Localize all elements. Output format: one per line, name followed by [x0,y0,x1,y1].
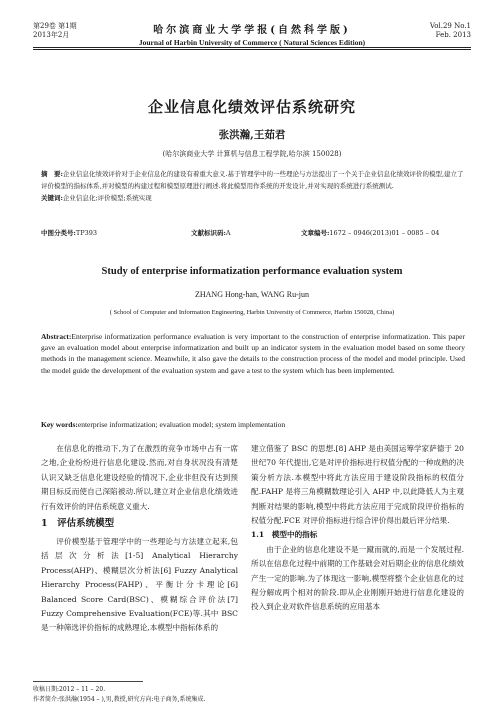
abstract-en-text: Enterprise informatization performance evaluation is very important to the construction of enterprise informatization. This paper gave an evaluation model about enterprise informatization and built up an indicator system in the evaluation model based on some theory methods in the management science. Meanwhile, it also gave the details to the construction process of the model and model principle. Used the model guide the development of the evaluation system and gave a test to the system which has been implemented. [41,332,465,375]
doc-code-value: A [225,229,231,237]
footnote-rule [33,681,143,682]
abstract-cn [41,168,465,204]
article-no-label: 文章编号: [301,229,330,237]
subsection-1-1-paragraph: 由于企业的信息化建设不是一蹴而就的,而是一个发展过程.所以在信息化过程中前期的工作基础会对后期企业的信息化绩效产生一定的影响.为了体现这一影响,模型将整个企业信息化的过程分解成两个相对的阶段.即从企业刚刚开始进行信息化建设的投入到企业对软件信息系统的应用基本 [251,544,464,612]
section-1-paragraph: 评价模型基于管理学中的一些理论与方法建立起来,包括层次分析法[1-5] Analytical Hierarchy Process(AHP)、模糊层次分析法[6] Fuzzy Analytical Hierarchy Process(FAHP)、平衡计分卡理论[6] Balanced Score Card(BSC)、模糊综合评价法[7] Fuzzy Comprehensive Evaluation(FCE)等.其中 BSC 是一种筛选评价指标的成熟理论,本模型中指标体系的 [41,537,238,633]
subsection-1-1-heading: 1.1 模型中的指标 [251,530,318,540]
section-1-heading: 1 评估系统模型 [41,518,115,530]
abstract-cn-label: 摘 要: [41,170,63,178]
doc-code-label: 文献标识码: [191,229,226,237]
keywords-en [41,420,465,429]
abstract-en [41,331,465,376]
keywords-cn-text: 企业信息化;评价模型;系统实现 [62,194,152,202]
body-right-column [251,442,464,615]
intro-paragraph: 在信息化的推动下,为了在激烈的竞争市场中占有一席之地,企业纷纷进行信息化建设.然而,对自身状况没有清楚认识又缺乏信息化建设经验的情况下,企业非但没有达到预期目标反而使自己深陷被动.所以,建立对企业信息化绩效进行有效评价的评估系统意义重大. [41,444,238,511]
abstract-en-label: Abstract: [41,332,72,341]
clc-label: 中图分类号: [41,229,76,237]
body-left-column [41,442,238,636]
footnote [33,685,473,705]
header-center [0,21,504,47]
date-cn: 2013年2月 [33,31,70,39]
clc-value: TP393 [75,229,98,237]
authors-en: ZHANG Hong-han, WANG Ru-jun [194,290,310,299]
article-no-value: 1672 – 0946(2013)01 – 0085 – 04 [329,229,440,237]
header-right [430,22,471,40]
paper-title-cn: 企业信息化绩效评估系统研究 [147,98,356,116]
affiliation-cn: (哈尔滨商业大学 计算机与信息工程学院,哈尔滨 150028) [162,150,342,158]
keywords-en-text: enterprise informatization; evaluation model; system implementation [77,420,286,429]
header-rule [33,47,471,48]
keywords-en-label: Key words: [41,420,78,429]
paper-title-en: Study of enterprise informatization performance evaluation system [101,266,403,277]
journal-title-en: Journal of Harbin University of Commerce ( Natural Sciences Edition) [138,38,366,47]
header-rule-thin [33,49,471,50]
keywords-cn-label: 关键词: [41,194,63,202]
received-date: 收稿日期:2012 – 11 – 20. [33,686,106,693]
journal-title-cn: 哈尔滨商业大学学报(自然科学版) [153,25,351,36]
section-1-continued-paragraph: 建立借鉴了 BSC 的思想.[8] AHP 是由美国运筹学家萨德于 20 世纪70 年代提出,它是对评价指标进行权值分配的一种成熟的决策分析方法.本模型中将此方法应用于建设阶段指标的权值分配.FAHP 是将三角模糊数理论引入 AHP 中,以此降低人为主观判断对结果的影响,模型中将此方法应用于完成阶段评价指标的权值分配.FCE 对评价指标进行综合评价得出最后评分结果. [251,444,464,526]
affiliation-en: ( School of Computer and Information Engineering, Harbin University of Commerce, Harbin 150028, China) [109,309,395,316]
authors-cn: 张洪瀚,王茹君 [218,129,286,141]
volume-cn: 第29卷 第1期 [33,22,77,30]
volume-en: Vol.29 No.1 [429,22,471,30]
date-en: Feb. 2013 [435,31,471,39]
abstract-cn-text: 企业信息化绩效评价对于企业信息化的建设有着重大意义.基于管理学中的一些理论与方法提出了一个关于企业信息化绩效评价的模型,建立了评价模型的指标体系,并对模型的构建过程和模型原理进行阐述.将此模型用作系统的开发设计,并对实现的系统进行系统测试. [41,170,464,190]
author-bio: 作者简介:张洪瀚(1954 – ),男,教授,研究方向:电子商务,系统集成. [33,696,206,703]
